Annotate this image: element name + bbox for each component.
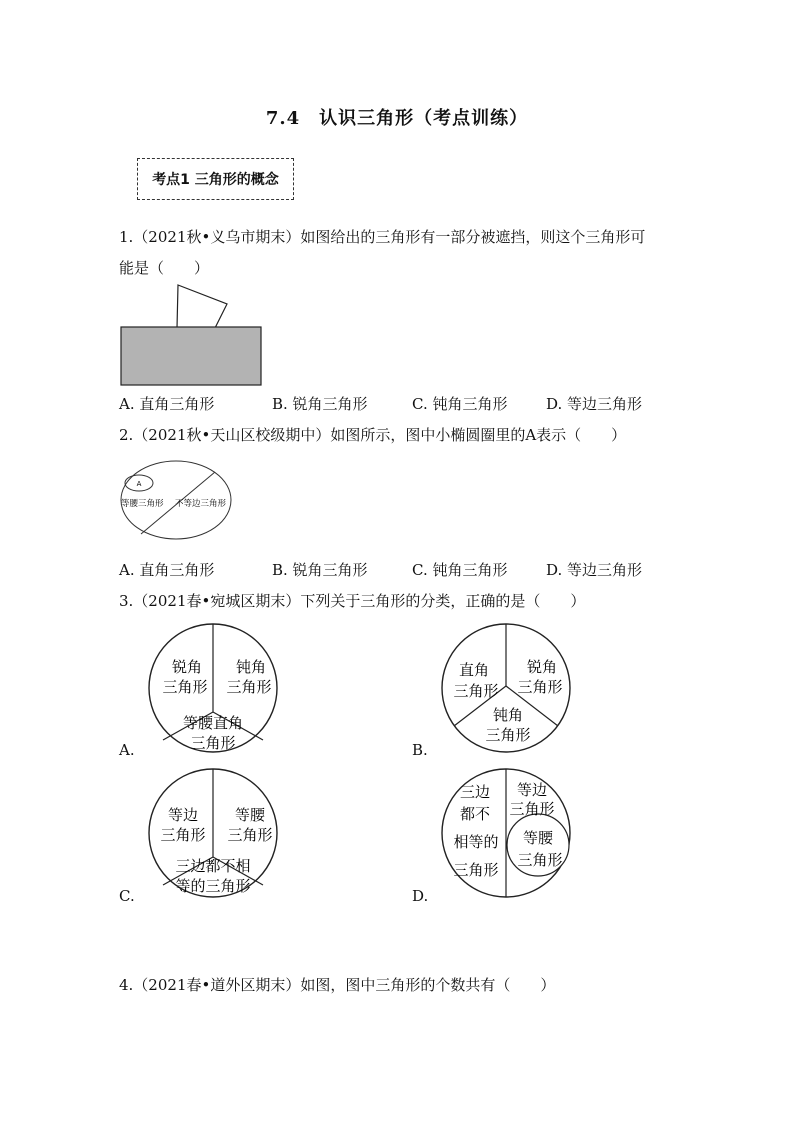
small-ellipse-label: A xyxy=(136,480,142,488)
d-left-line4: 三角形 xyxy=(453,861,499,879)
a-sector2-line1: 钝角 xyxy=(235,658,267,676)
q3-option-d-label: D. xyxy=(412,887,429,905)
question-1-line1: 1.（2021秋•义乌市期末）如图给出的三角形有一部分被遮挡，则这个三角形可 xyxy=(119,228,646,246)
question-4-text: 4.（2021春•道外区期末）如图，图中三角形的个数共有（ ） xyxy=(119,976,556,994)
question-2-figure xyxy=(119,458,233,542)
a-sector2-line2: 三角形 xyxy=(226,678,272,696)
question-1-figure xyxy=(119,282,264,387)
b-sector2-line1: 锐角 xyxy=(526,658,558,676)
question-1-line2: 能是（ ） xyxy=(119,259,210,277)
right-region-label: 不等边三角形 xyxy=(175,499,227,509)
q3-option-b-figure xyxy=(440,622,572,754)
c-sector2-line2: 三角形 xyxy=(227,826,273,844)
d-left-line3: 相等的 xyxy=(453,833,499,851)
q2-option-a: A. 直角三角形 xyxy=(119,561,215,579)
d-inner-line1: 等腰 xyxy=(522,829,554,847)
d-inner-line2: 三角形 xyxy=(517,851,563,869)
section-heading-box xyxy=(137,158,294,200)
partial-triangle xyxy=(177,285,227,328)
q3-option-a-label: A. xyxy=(119,741,135,759)
q3-option-a-figure xyxy=(147,622,279,754)
d-left-line2: 都不 xyxy=(459,805,491,823)
left-region-label: 等腰三角形 xyxy=(121,499,164,509)
c-sector3-line2: 等的三角形 xyxy=(175,877,251,895)
d-right-line1: 等边 xyxy=(516,781,548,799)
b-sector2-line2: 三角形 xyxy=(517,678,563,696)
q3-option-d-figure xyxy=(440,767,572,899)
d-right-line2: 三角形 xyxy=(509,800,555,818)
b-sector3-line1: 钝角 xyxy=(492,706,524,724)
d-left-line1: 三边 xyxy=(459,783,491,801)
q3-option-c-label: C. xyxy=(119,887,135,905)
a-sector1-line1: 锐角 xyxy=(171,658,203,676)
q3-option-b-label: B. xyxy=(412,741,428,759)
q2-option-c: C. 钝角三角形 xyxy=(412,561,508,579)
a-sector3-line1: 等腰直角 xyxy=(182,714,244,732)
section-heading: 考点1 三角形的概念 xyxy=(152,172,279,188)
q2-option-b: B. 锐角三角形 xyxy=(272,561,368,579)
c-sector1-line2: 三角形 xyxy=(160,826,206,844)
question-3-text: 3.（2021春•宛城区期末）下列关于三角形的分类，正确的是（ ） xyxy=(119,592,586,610)
b-sector3-line2: 三角形 xyxy=(485,726,531,744)
covering-rectangle xyxy=(121,327,261,385)
a-sector3-line2: 三角形 xyxy=(190,734,236,752)
c-sector3-line1: 三边都不相 xyxy=(175,857,251,875)
q2-option-d: D. 等边三角形 xyxy=(546,561,643,579)
question-2-text: 2.（2021秋•天山区校级期中）如图所示，图中小椭圆圈里的A表示（ ） xyxy=(119,426,627,444)
q1-option-d: D. 等边三角形 xyxy=(546,395,643,413)
b-sector1-line1: 直角 xyxy=(458,661,490,679)
c-sector1-line1: 等边 xyxy=(167,806,199,824)
c-sector2-line1: 等腰 xyxy=(234,806,266,824)
b-sector1-line2: 三角形 xyxy=(453,682,499,700)
page-title: 7.4 认识三角形（考点训练） xyxy=(265,108,529,129)
q1-option-c: C. 钝角三角形 xyxy=(412,395,508,413)
q1-option-b: B. 锐角三角形 xyxy=(272,395,368,413)
q3-option-c-figure xyxy=(147,767,279,899)
q1-option-a: A. 直角三角形 xyxy=(119,395,215,413)
a-sector1-line2: 三角形 xyxy=(162,678,208,696)
